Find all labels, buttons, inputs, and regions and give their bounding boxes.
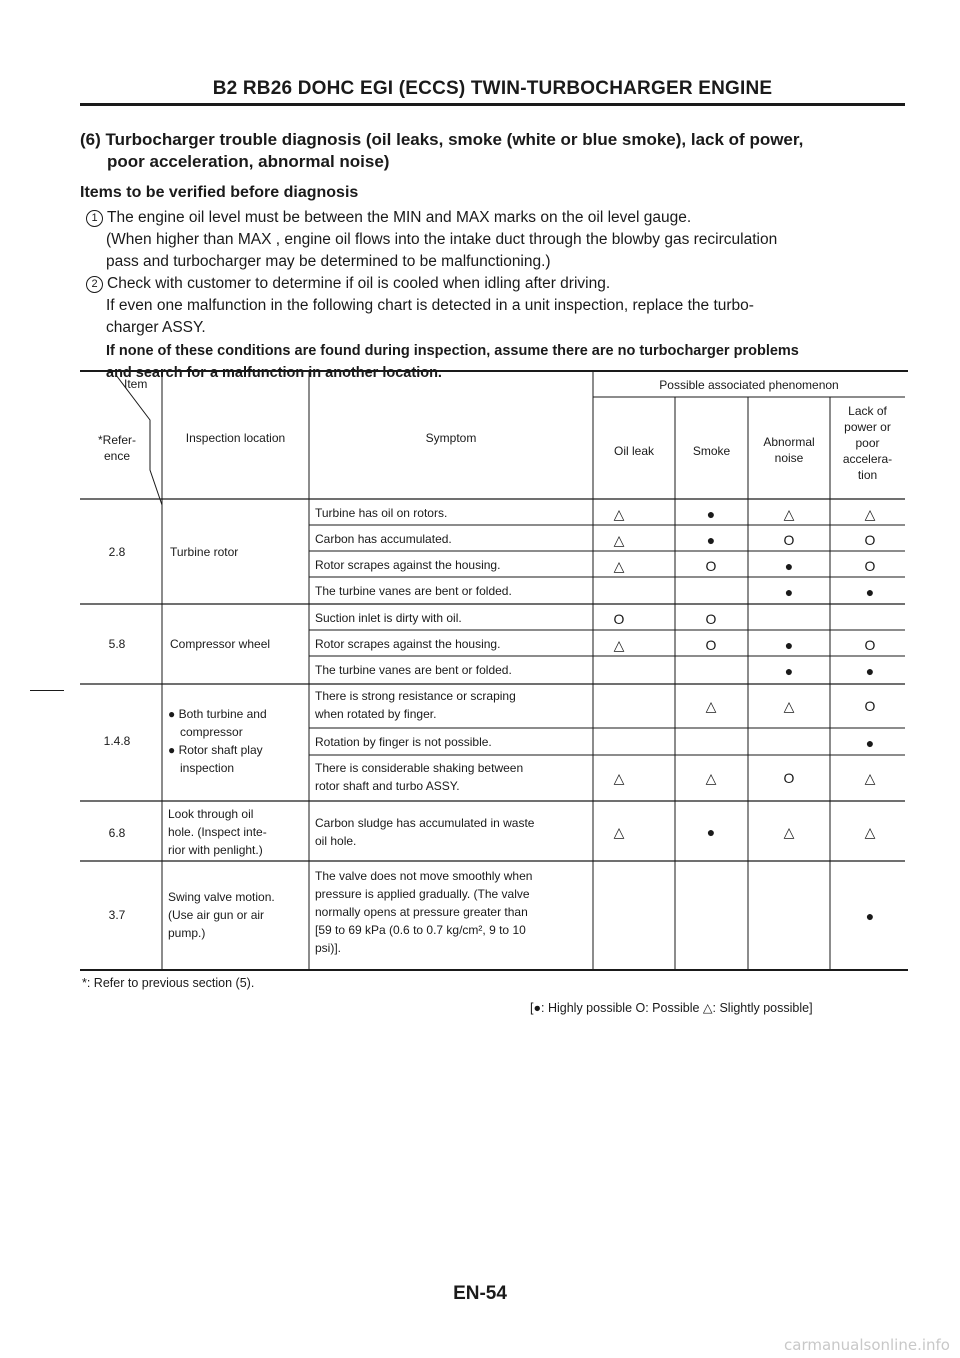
mark-noise: △ [783, 698, 795, 714]
mark-lack-of-power: O [864, 532, 876, 548]
mark-lack-of-power: ● [865, 908, 875, 924]
mark-lack-of-power: O [864, 558, 876, 574]
header-lack-of-power-2: power or [844, 420, 891, 434]
mark-smoke: O [705, 637, 717, 653]
mark-oil-leak: △ [613, 637, 625, 653]
header-oil-leak: Oil leak [613, 444, 654, 458]
note-1-line3: pass and turbocharger may be determined to be malfunctioning.) [106, 253, 551, 270]
mark-lack-of-power: △ [864, 506, 876, 522]
mark-oil-leak: △ [613, 558, 625, 574]
symptom-row-12c: normally opens at pressure greater than [315, 905, 528, 919]
mark-noise: O [783, 532, 795, 548]
watermark: carmanualsonline.info [784, 1336, 950, 1354]
mark-oil-leak: △ [613, 532, 625, 548]
mark-noise: O [783, 770, 795, 786]
location-both-turbine: ● Both turbine and [168, 707, 267, 721]
mark-smoke: ● [706, 506, 716, 522]
note-2-line3: charger ASSY. [106, 319, 206, 336]
header-symptom: Symptom [425, 431, 477, 445]
mark-noise: ● [784, 558, 794, 574]
header-lack-of-power-4: accelera- [842, 452, 893, 466]
location-compressor-wheel: Compressor wheel [170, 637, 271, 651]
symptom-row-3: Rotor scrapes against the housing. [315, 558, 501, 572]
mark-lack-of-power: O [864, 637, 876, 653]
symptom-row-12d: [59 to 69 kPa (0.6 to 0.7 kg/cm², 9 to 10 [315, 923, 526, 937]
ref-2-8: 2.8 [108, 545, 126, 559]
mark-noise: ● [784, 663, 794, 679]
mark-oil-leak: △ [613, 770, 625, 786]
mark-oil-leak: △ [613, 506, 625, 522]
symptom-row-11b: oil hole. [315, 834, 357, 848]
symptom-row-12e: psi)]. [315, 941, 342, 955]
symptom-row-8a: There is strong resistance or scraping [315, 689, 516, 703]
location-oil-hole-3: rior with penlight.) [168, 843, 263, 857]
location-inspection: inspection [180, 761, 235, 775]
mark-smoke: ● [706, 824, 716, 840]
mark-lack-of-power: ● [865, 735, 875, 751]
circled-number-icon: 2 [86, 276, 103, 293]
header-possible-phenomenon: Possible associated phenomenon [659, 378, 839, 392]
header-item: Item [124, 377, 148, 391]
symptom-row-8b: when rotated by finger. [315, 707, 437, 721]
symptom-row-5: Suction inlet is dirty with oil. [315, 611, 462, 625]
margin-mark [30, 690, 64, 691]
location-swing-valve-1: Swing valve motion. [168, 890, 275, 904]
location-compressor: compressor [180, 725, 243, 739]
symptom-row-2: Carbon has accumulated. [315, 532, 452, 546]
mark-lack-of-power: ● [865, 663, 875, 679]
mark-noise: △ [783, 824, 795, 840]
page-header: B2 RB26 DOHC EGI (ECCS) TWIN-TURBOCHARGER ENGINE [212, 78, 773, 99]
section-title-line1: (6) Turbocharger trouble diagnosis (oil leaks, smoke (white or blue smoke), lack of power, [80, 130, 804, 149]
symptom-row-6: Rotor scrapes against the housing. [315, 637, 501, 651]
header-lack-of-power-3: poor [855, 436, 880, 450]
header-reference-1: *Refer- [97, 433, 136, 447]
ref-3-7: 3.7 [108, 908, 126, 922]
mark-oil-leak: △ [613, 824, 625, 840]
page-number: EN-54 [453, 1283, 507, 1304]
mark-lack-of-power: △ [864, 824, 876, 840]
mark-lack-of-power: △ [864, 770, 876, 786]
header-abnormal-noise-1: Abnormal [763, 435, 815, 449]
location-swing-valve-2: (Use air gun or air [168, 908, 265, 922]
mark-smoke: ● [706, 532, 716, 548]
symptom-row-9: Rotation by finger is not possible. [315, 735, 492, 749]
section-title-line2: poor acceleration, abnormal noise) [107, 152, 390, 171]
items-heading: Items to be verified before diagnosis [80, 184, 359, 201]
header-lack-of-power-5: tion [857, 468, 878, 482]
ref-5-8: 5.8 [108, 637, 126, 651]
symbol-legend: [●: Highly possible O: Possible △: Slightly possible] [530, 1001, 813, 1015]
circled-number-icon: 1 [86, 210, 103, 227]
header-reference-2: ence [103, 449, 131, 463]
symptom-row-10a: There is considerable shaking between [315, 761, 524, 775]
location-oil-hole-1: Look through oil [168, 807, 254, 821]
mark-smoke: △ [705, 770, 717, 786]
symptom-row-12a: The valve does not move smoothly when [315, 869, 533, 883]
mark-noise: △ [783, 506, 795, 522]
mark-noise: ● [784, 637, 794, 653]
header-inspection-location: Inspection location [185, 431, 286, 445]
mark-smoke: O [705, 558, 717, 574]
note-2-line1: Check with customer to determine if oil is cooled when idling after driving. [107, 275, 611, 292]
header-smoke: Smoke [692, 444, 731, 458]
mark-oil-leak: O [613, 611, 625, 627]
note-2-line2: If even one malfunction in the following chart is detected in a unit inspection, replace the turbo- [106, 297, 754, 314]
note-1-line1: The engine oil level must be between the MIN and MAX marks on the oil level gauge. [107, 209, 692, 226]
symptom-row-4: The turbine vanes are bent or folded. [315, 584, 512, 598]
ref-1-4-8: 1.4.8 [103, 734, 131, 748]
location-turbine-rotor: Turbine rotor [170, 545, 239, 559]
symptom-row-11a: Carbon sludge has accumulated in waste [315, 816, 535, 830]
symptom-row-12b: pressure is applied gradually. (The valve [315, 887, 530, 901]
mark-smoke: △ [705, 698, 717, 714]
ref-6-8: 6.8 [108, 826, 126, 840]
note-1-line2: (When higher than MAX , engine oil flows into the intake duct through the blowby gas recirculation [106, 231, 778, 248]
location-rotor-shaft-play: ● Rotor shaft play [168, 743, 263, 757]
mark-noise: ● [784, 584, 794, 600]
header-lack-of-power-1: Lack of [848, 404, 887, 418]
mark-lack-of-power: O [864, 698, 876, 714]
symptom-row-1: Turbine has oil on rotors. [315, 506, 448, 520]
warning-line1: If none of these conditions are found during inspection, assume there are no turbocharger problems [106, 343, 799, 359]
mark-lack-of-power: ● [865, 584, 875, 600]
location-oil-hole-2: hole. (Inspect inte- [168, 825, 267, 839]
header-abnormal-noise-2: noise [774, 451, 804, 465]
location-swing-valve-3: pump.) [168, 926, 206, 940]
warning-line2: and search for a malfunction in another location. [106, 365, 442, 381]
symptom-row-10b: rotor shaft and turbo ASSY. [315, 779, 460, 793]
footnote: *: Refer to previous section (5). [82, 976, 255, 990]
symptom-row-7: The turbine vanes are bent or folded. [315, 663, 512, 677]
mark-smoke: O [705, 611, 717, 627]
